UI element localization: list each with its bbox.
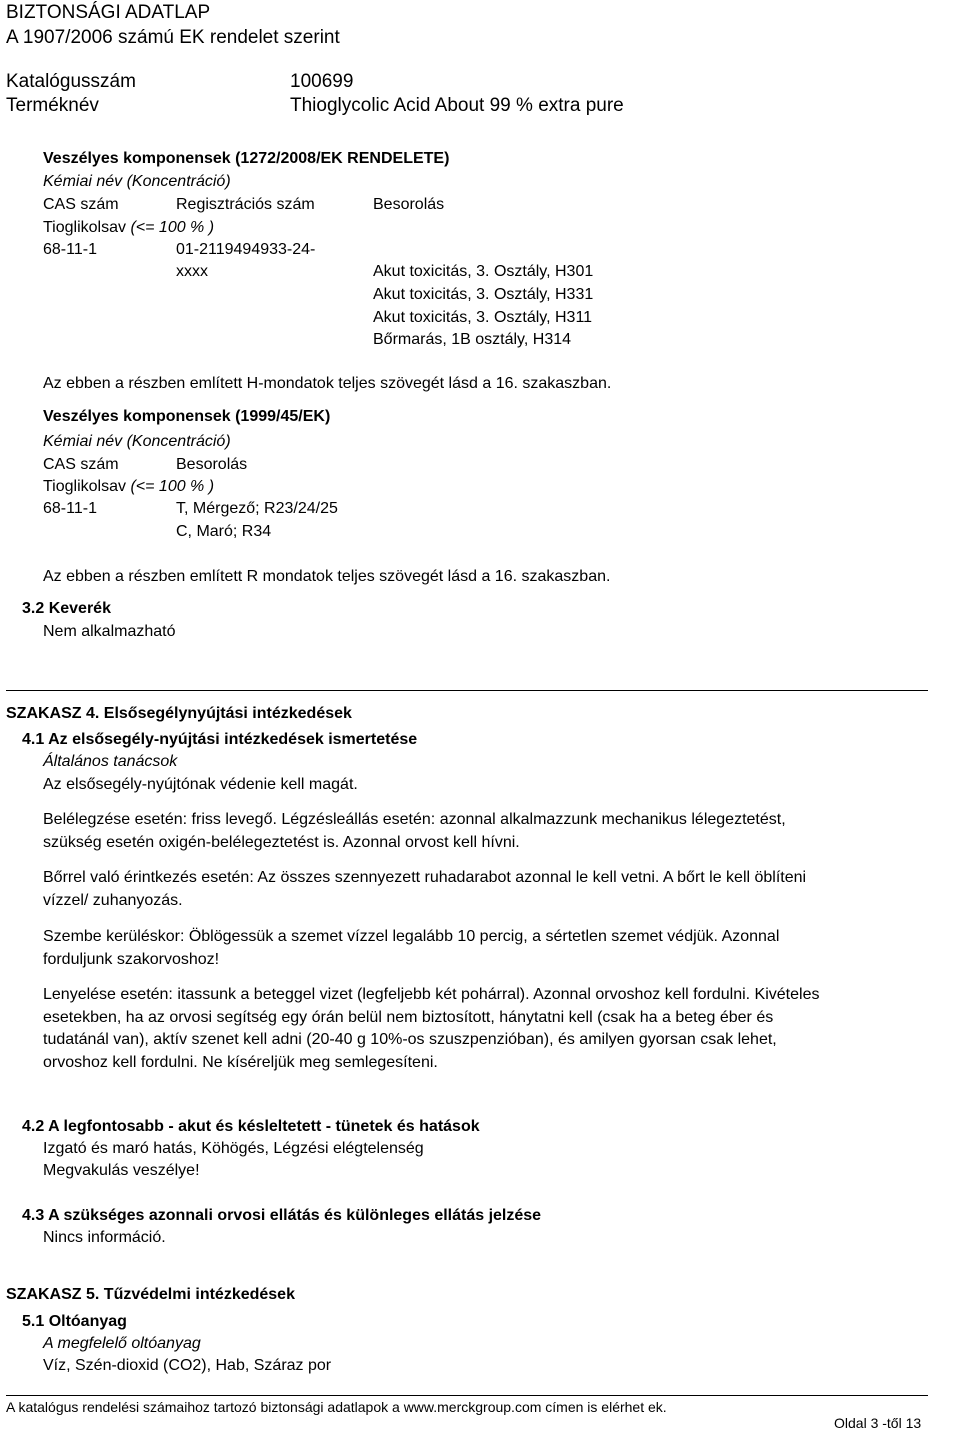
- classification-item: Akut toxicitás, 3. Osztály, H301: [373, 263, 594, 280]
- classification-column-header: Besorolás: [176, 456, 248, 473]
- section-4-3-heading: 4.3 A szükséges azonnali orvosi ellátás és különleges ellátás jelzése: [22, 1207, 542, 1224]
- cas-number-column-header: CAS szám: [43, 196, 119, 213]
- section-4-2-heading: 4.2 A legfontosabb - akut és késleltetett - tünetek és hatások: [22, 1118, 480, 1135]
- registration-number-line2: xxxx: [176, 263, 208, 280]
- classification-column-header: Besorolás: [373, 196, 445, 213]
- substance-concentration: (<= 100 % ): [130, 478, 215, 495]
- section-5-1-heading: 5.1 Oltóanyag: [22, 1313, 127, 1330]
- extinguishing-media-label: A megfelelő oltóanyag: [43, 1335, 201, 1352]
- h-statements-note: Az ebben a részben említett H-mondatok teljes szövegét lásd a 16. szakaszban.: [43, 375, 612, 392]
- regulation-reference: A 1907/2006 számú EK rendelet szerint: [6, 27, 340, 48]
- substance-concentration: (<= 100 % ): [130, 219, 215, 236]
- footer-note: A katalógus rendelési számaihoz tartozó biztonsági adatlapok a www.merckgroup.com címen is elérhet ek.: [6, 1399, 667, 1415]
- chemical-name-header: Kémiai név (Koncentráció): [43, 433, 231, 450]
- substance-name: Tioglikolsav: [43, 478, 126, 495]
- catalog-number-label: Katalógusszám: [6, 71, 136, 92]
- mixture-text: Nem alkalmazható: [43, 623, 176, 640]
- eye-contact-paragraph: Szembe kerüléskor: Öblögessük a szemet vízzel legalább 10 percig, a sértetlen szemet védjük. Azonnal forduljunk szakorvoshoz!: [43, 928, 780, 968]
- skin-contact-paragraph: Bőrrel való érintkezés esetén: Az összes szennyezett ruhadarabot azonnal le kell vetni. A bőrt le kell öblíteni vízzel/ zuhanyozás.: [43, 869, 807, 909]
- mixture-heading: 3.2 Keverék: [22, 600, 111, 617]
- hazardous-components-1272-heading: Veszélyes komponensek (1272/2008/EK RENDELETE): [43, 150, 450, 167]
- symptoms-text-line1: Izgató és maró hatás, Köhögés, Légzési elégtelenség: [43, 1140, 424, 1157]
- classification-item: C, Maró; R34: [176, 523, 272, 540]
- cas-number-column-header: CAS szám: [43, 456, 119, 473]
- substance-row: [43, 219, 214, 237]
- catalog-number-value: 100699: [290, 71, 354, 92]
- substance-name: Tioglikolsav: [43, 219, 126, 236]
- classification-item: Bőrmarás, 1B osztály, H314: [373, 331, 572, 348]
- symptoms-text-line2: Megvakulás veszélye!: [43, 1162, 200, 1179]
- registration-number-column-header: Regisztrációs szám: [176, 196, 315, 213]
- substance-cas-number: 68-11-1: [43, 241, 97, 258]
- section-5-heading: SZAKASZ 5. Tűzvédelmi intézkedések: [6, 1286, 295, 1303]
- inhalation-paragraph: Belélegzése esetén: friss levegő. Légzésleállás esetén: azonnal alkalmazzunk mechanikus lélegeztetést, szükség esetén oxigén-belélegeztetést is. Azonnal orvost kell hívni.: [43, 811, 786, 851]
- section-4-heading: SZAKASZ 4. Elsősegélynyújtási intézkedések: [6, 705, 352, 722]
- registration-number-line1: 01-2119494933-24-: [176, 241, 316, 258]
- general-advice-label: Általános tanácsok: [43, 753, 178, 770]
- medical-attention-text: Nincs információ.: [43, 1229, 166, 1246]
- product-name-label: Terméknév: [6, 95, 99, 116]
- section-divider: [6, 690, 928, 691]
- product-name-value: Thioglycolic Acid About 99 % extra pure: [290, 95, 624, 116]
- substance-cas-number: 68-11-1: [43, 500, 97, 517]
- classification-item: Akut toxicitás, 3. Osztály, H331: [373, 286, 594, 303]
- substance-row: [43, 478, 214, 496]
- hazardous-components-1999-heading: Veszélyes komponensek (1999/45/EK): [43, 408, 331, 425]
- ingestion-paragraph: Lenyelése esetén: itassunk a beteggel vizet (legfeljebb két pohárral). Azonnal orvoshoz kell fordulni. Kivételes esetekben, ha az orvosi segítség egy órán belül nem biztosított, hánytatni kell (csak ha a beteg éber és tudatánál van), aktív szenet kell adni (20-40 g 10%-os szuszpenzióban), és amilyen gyorsan csak lehet, orvoshoz kell fordulni. Ne kíséreljük meg semlegesíteni.: [43, 986, 820, 1071]
- page-number: Oldal 3 -től 13: [834, 1415, 922, 1431]
- classification-item: T, Mérgező; R23/24/25: [176, 500, 338, 517]
- r-phrases-note: Az ebben a részben említett R mondatok teljes szövegét lásd a 16. szakaszban.: [43, 568, 611, 585]
- document-title: BIZTONSÁGI ADATLAP: [6, 2, 211, 23]
- general-advice-text: Az elsősegély-nyújtónak védenie kell magát.: [43, 776, 358, 793]
- section-4-1-heading: 4.1 Az elsősegély-nyújtási intézkedések ismertetése: [22, 731, 418, 748]
- classification-item: Akut toxicitás, 3. Osztály, H311: [373, 309, 593, 326]
- chemical-name-header: Kémiai név (Koncentráció): [43, 173, 231, 190]
- extinguishing-media-text: Víz, Szén-dioxid (CO2), Hab, Száraz por: [43, 1357, 332, 1374]
- footer-divider: [6, 1395, 928, 1396]
